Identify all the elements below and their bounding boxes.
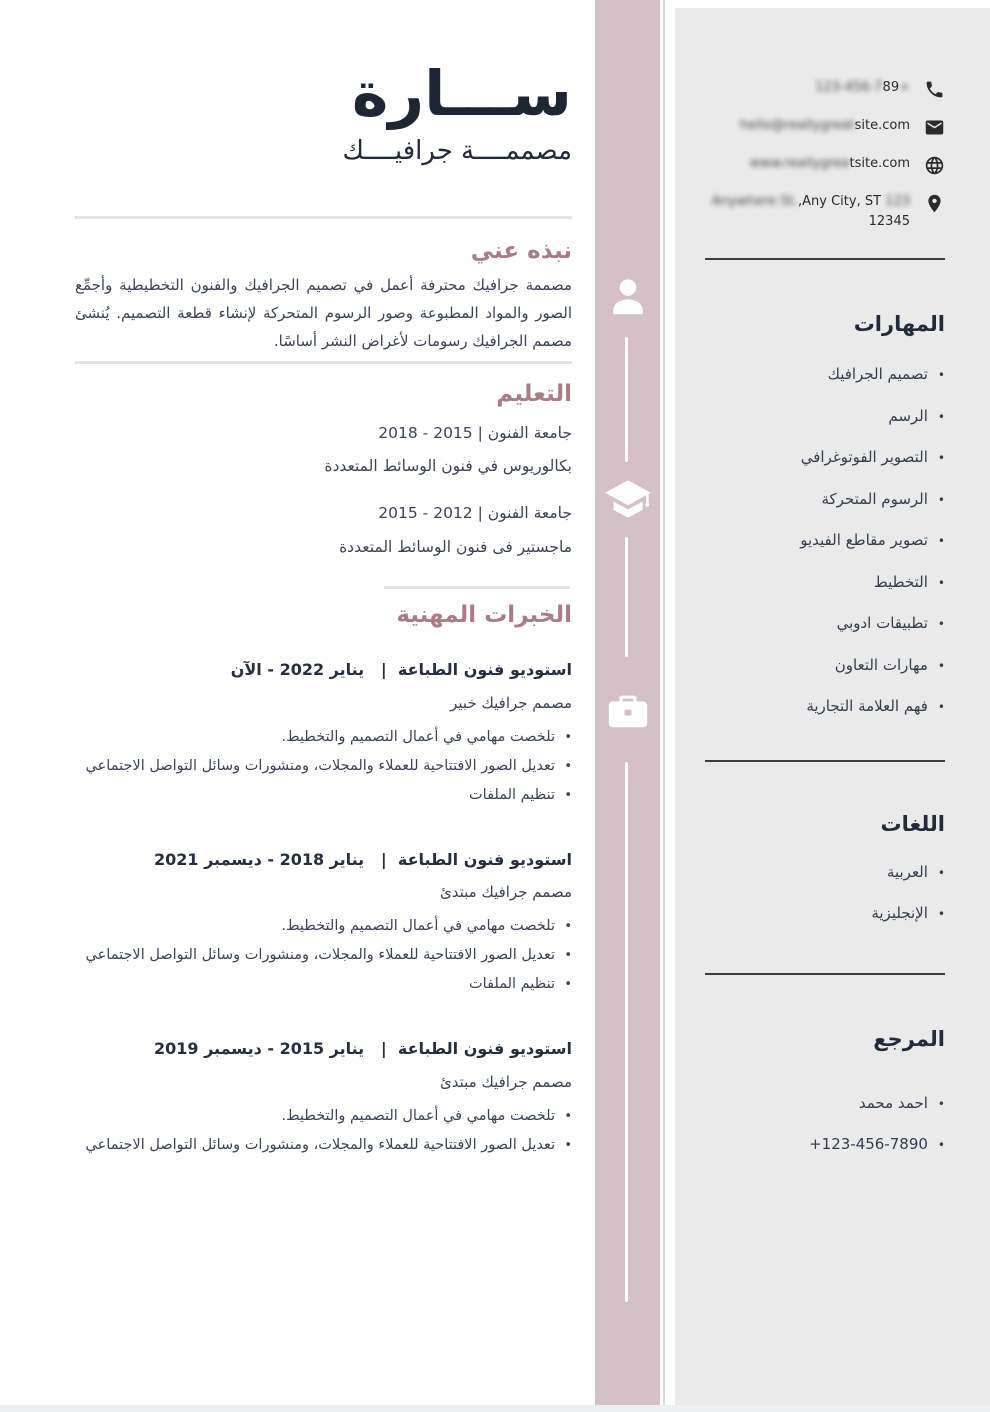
education-heading: التعليم (496, 380, 572, 407)
page-bottom-band (0, 1405, 990, 1412)
skill-item: • التخطيط (705, 574, 945, 592)
skill-item: • الرسم (705, 408, 945, 426)
job-bullet-list (75, 912, 572, 999)
education-school-dates: جامعة الفنون | 2015 - 2018 (378, 423, 572, 442)
languages-list (705, 864, 945, 923)
experience-heading: الخبرات المهنية (396, 601, 572, 628)
contact-phone-row (705, 78, 945, 100)
experience-job (75, 658, 572, 810)
education-item (75, 501, 572, 560)
education-item (75, 421, 572, 480)
skill-item: • مهارات التعاون (705, 657, 945, 675)
location-icon (923, 193, 945, 214)
experience-job (75, 1037, 572, 1160)
blurred-text: hello@reallygreat (739, 118, 855, 133)
languages-heading: اللغات (880, 811, 945, 836)
job-bullet-list (75, 723, 572, 810)
page-edge-line (663, 0, 665, 1412)
skill-item: • الرسوم المتحركة (705, 491, 945, 509)
visible-text: site.com (854, 118, 910, 133)
job-bullet: • تنظيم الملفات (75, 970, 572, 999)
timeline-connector (625, 537, 628, 657)
about-paragraph: مصممة جرافيك محترفة أعمل في تصميم الجرافيك والفنون التخطيطية وأجمِّع الصور والمواد المطبوعة وصور الرسوم المتحركة لإنشاء قطعة التصميم. يُنشئ مصمم الجرافيك رسومات لأغراض النشر أساسًا. (75, 275, 572, 350)
job-role: مصمم جرافيك مبتدئ (440, 1073, 572, 1092)
blurred-text: 123 Anywhere St. (711, 194, 910, 209)
job-role: مصمم جرافيك مبتدئ (440, 883, 572, 902)
skill-item: • تصميم الجرافيك (705, 366, 945, 384)
job-title-dates: استوديو فنون الطباعة | يناير 2015 - ديسمبر 2019 (153, 1039, 572, 1059)
phone-icon (923, 79, 945, 100)
job-bullet: • تلخصت مهامي في أعمال التصميم والتخطيط. (75, 1102, 572, 1131)
about-heading: نبذه عني (470, 237, 572, 264)
skills-list (705, 366, 945, 716)
timeline-connector (625, 762, 628, 1302)
section-divider-partial (384, 586, 570, 589)
contact-phone (705, 78, 910, 98)
contact-email-row (705, 116, 945, 138)
briefcase-icon (605, 688, 651, 734)
contact-address (705, 192, 910, 232)
graduation-cap-icon (603, 474, 653, 524)
contact-block (705, 8, 945, 232)
sidebar-divider (705, 258, 945, 260)
visible-text: 89 (882, 80, 900, 95)
education-school-dates: جامعة الفنون | 2012 - 2015 (378, 504, 572, 523)
job-bullet: • تلخصت مهامي في أعمال التصميم والتخطيط. (75, 723, 572, 752)
main-column (75, 0, 572, 1160)
timeline-strip (595, 0, 660, 1412)
sidebar-divider (705, 973, 945, 975)
candidate-name: ســـارة (351, 57, 572, 130)
skill-item: • التصوير الفوتوغرافي (705, 449, 945, 467)
skill-item: • فهم العلامة التجارية (705, 698, 945, 716)
email-icon (923, 117, 945, 138)
language-item: • العربية (705, 864, 945, 882)
visible-text: tsite.com (849, 156, 910, 171)
job-bullet: • تلخصت مهامي في أعمال التصميم والتخطيط. (75, 912, 572, 941)
experience-job (75, 848, 572, 1000)
education-degree: ماجستير فى فنون الوسائط المتعددة (339, 538, 572, 557)
skill-item: • تصوير مقاطع الفيديو (705, 532, 945, 550)
reference-phone: • 123-456-7890+ (705, 1136, 945, 1154)
blurred-text: www.reallygrea (749, 156, 850, 171)
contact-address-line2: 12345 (868, 214, 910, 229)
contact-website-row (705, 154, 945, 176)
sidebar (675, 8, 990, 1412)
visible-text: ,Any City, ST (798, 194, 882, 209)
job-title-dates: استوديو فنون الطباعة | يناير 2022 - الآن (230, 659, 572, 679)
skill-item: • تطبيقات ادوبي (705, 615, 945, 633)
job-role: مصمم جرافيك خبير (450, 693, 572, 712)
job-bullet: • تعديل الصور الافتتاحية للعملاء والمجلات، ومنشورات وسائل التواصل الاجتماعي (75, 1131, 572, 1160)
blurred-text: +123-456-7 (815, 80, 910, 95)
candidate-title: مصممــــة جرافيــــك (342, 135, 572, 166)
contact-website (705, 154, 910, 174)
job-bullet: • تنظيم الملفات (75, 781, 572, 810)
job-bullet: • تعديل الصور الافتتاحية للعملاء والمجلات، ومنشورات وسائل التواصل الاجتماعي (75, 941, 572, 970)
skills-heading: المهارات (853, 312, 945, 336)
reference-list (705, 1095, 945, 1154)
contact-email (705, 116, 910, 136)
timeline-connector (625, 337, 628, 462)
website-icon (923, 155, 945, 176)
reference-name: • احمد محمد (705, 1095, 945, 1113)
reference-heading: المرجع (873, 1026, 945, 1051)
sidebar-divider (705, 760, 945, 762)
language-item: • الإنجليزية (705, 905, 945, 923)
education-degree: بكالوريوس في فنون الوسائط المتعددة (324, 457, 572, 476)
section-divider (75, 216, 572, 219)
section-divider (75, 361, 572, 364)
person-icon (605, 274, 651, 320)
job-bullet: • تعديل الصور الافتتاحية للعملاء والمجلات، ومنشورات وسائل التواصل الاجتماعي (75, 752, 572, 781)
job-bullet-list (75, 1102, 572, 1160)
contact-address-row (705, 192, 945, 232)
job-title-dates: استوديو فنون الطباعة | يناير 2018 - ديسمبر 2021 (153, 849, 572, 869)
